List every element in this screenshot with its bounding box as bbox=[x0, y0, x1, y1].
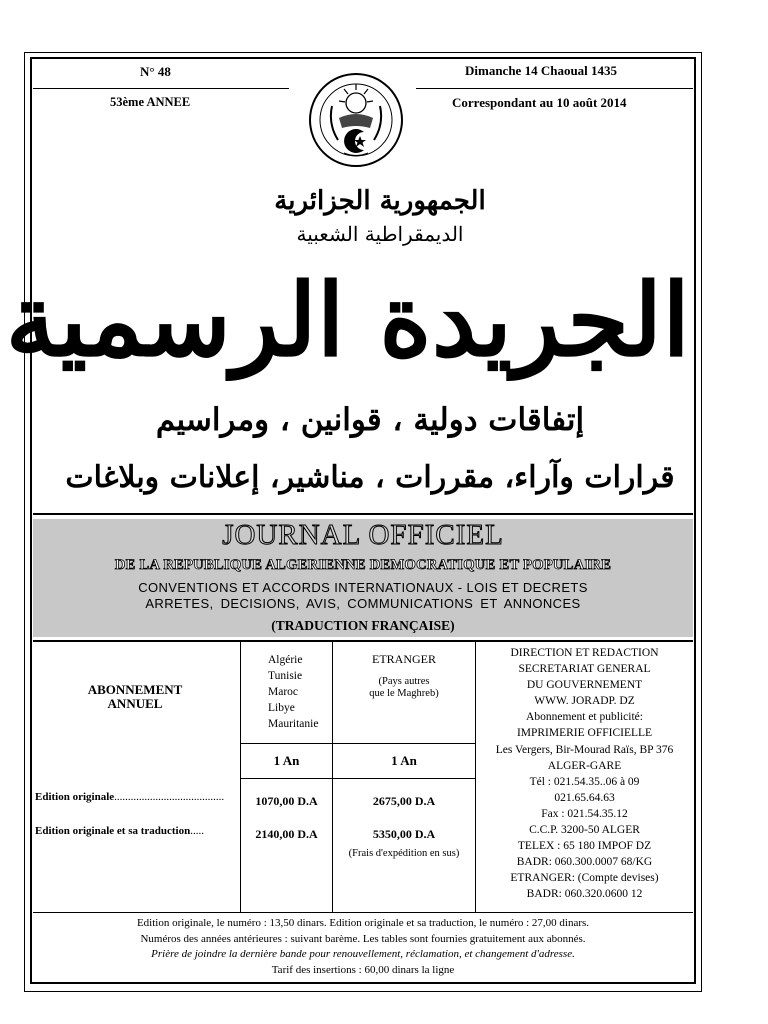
arabic-subtitle-1: إتفاقات دولية ، قوانين ، ومراسيم bbox=[155, 402, 585, 438]
leader-dots: ........................................ bbox=[114, 791, 225, 803]
country-item: Mauritanie bbox=[268, 718, 319, 730]
arabic-journal-title: الجريدة الرسمية bbox=[5, 261, 690, 379]
price-original-local: 1070,00 D.A bbox=[255, 794, 318, 808]
footer-line-1: Edition originale, le numéro : 13,50 dinars. Edition originale et sa traduction, le numéro : 27,00 dinars. bbox=[136, 917, 590, 929]
country-item: Tunisie bbox=[268, 670, 303, 682]
journal-line-2: ARRETES, DECISIONS, AVIS, COMMUNICATIONS ET ANNONCES bbox=[145, 596, 581, 611]
journal-line-1: CONVENTIONS ET ACCORDS INTERNATIONAUX - LOIS ET DECRETS bbox=[138, 580, 588, 595]
national-emblem-seal bbox=[304, 70, 408, 170]
direction-line: C.C.P. 3200-50 ALGER bbox=[529, 824, 640, 837]
footer-line-2: Numéros des années antérieures : suivant barème. Les tables sont fournies gratuitement aux abonnés. bbox=[140, 933, 586, 945]
period-local: 1 An bbox=[273, 753, 300, 768]
footer-line-4: Tarif des insertions : 60,00 dinars la ligne bbox=[271, 964, 455, 976]
translation-label: (TRADUCTION FRANÇAISE) bbox=[271, 618, 455, 633]
direction-line: SECRETARIAT GENERAL bbox=[518, 663, 651, 676]
row-rule-period-bottom bbox=[240, 778, 475, 779]
issue-number: N° 48 bbox=[140, 64, 171, 79]
direction-line: 021.65.64.63 bbox=[554, 791, 615, 804]
direction-block bbox=[476, 645, 693, 903]
header-rule-left bbox=[33, 88, 289, 89]
direction-line: DU GOUVERNEMENT bbox=[526, 679, 643, 692]
direction-line: Tél : 021.54.35..06 à 09 bbox=[529, 775, 640, 788]
direction-line: BADR: 060.320.0600 12 bbox=[526, 888, 643, 901]
foreign-note-1: (Pays autres bbox=[378, 676, 430, 687]
direction-line: ETRANGER: (Compte devises) bbox=[510, 872, 659, 885]
direction-line: DIRECTION ET REDACTION bbox=[510, 647, 659, 659]
direction-line: IMPRIMERIE OFFICIELLE bbox=[516, 727, 653, 740]
country-item: Maroc bbox=[268, 686, 299, 698]
journal-title: JOURNAL OFFICIEL bbox=[222, 519, 504, 551]
row-label-original-text: Edition originale bbox=[35, 791, 115, 803]
direction-line: WWW. JORADP. DZ bbox=[534, 695, 635, 708]
price-translation-local: 2140,00 D.A bbox=[255, 827, 318, 841]
direction-line: BADR: 060.300.0007 68/KG bbox=[516, 856, 653, 869]
countries-list bbox=[268, 652, 318, 732]
shipping-note: (Frais d'expédition en sus) bbox=[348, 848, 460, 859]
journal-subtitle: DE LA REPUBLIQUE ALGERIENNE DEMOCRATIQUE ET POPULAIRE bbox=[114, 557, 612, 573]
direction-line: Les Vergers, Bir-Mourad Raïs, BP 376 bbox=[495, 743, 674, 756]
direction-line: Fax : 021.54.35.12 bbox=[541, 807, 628, 820]
country-item: Libye bbox=[268, 702, 295, 714]
row-label-original bbox=[35, 791, 224, 803]
date-gregorian: Correspondant au 10 août 2014 bbox=[452, 95, 627, 110]
arabic-subtitle-2: قرارات وآراء، مقررات ، مناشير، إعلانات وبلاغات bbox=[65, 460, 675, 495]
row-label-translation-text: Edition originale et sa traduction bbox=[35, 825, 191, 837]
price-original-foreign: 2675,00 D.A bbox=[372, 794, 436, 808]
price-translation-foreign: 5350,00 D.A bbox=[372, 827, 436, 841]
subscription-label-2: ANNUEL bbox=[107, 696, 163, 711]
date-hijri: Dimanche 14 Chaoual 1435 bbox=[465, 63, 618, 78]
arabic-republic-line2: الديمقراطية الشعبية bbox=[296, 222, 464, 246]
subscription-label-1: ABONNEMENT bbox=[87, 682, 183, 697]
direction-line: Abonnement et publicité: bbox=[526, 711, 643, 724]
header-rule-right bbox=[416, 88, 693, 89]
row-label-translation bbox=[35, 825, 204, 837]
period-foreign: 1 An bbox=[391, 753, 417, 768]
year-label: 53ème ANNEE bbox=[110, 95, 191, 109]
table-top-rule bbox=[33, 640, 693, 642]
col-divider-1 bbox=[240, 641, 241, 913]
foreign-note-2: que le Maghreb) bbox=[369, 688, 439, 699]
direction-line: TELEX : 65 180 IMPOF DZ bbox=[517, 840, 652, 853]
foreign-label: ETRANGER bbox=[372, 652, 436, 666]
country-item: Algérie bbox=[268, 654, 303, 666]
row-rule-period-top bbox=[240, 743, 475, 744]
leader-dots: ..... bbox=[190, 825, 204, 837]
table-bottom-rule bbox=[33, 912, 693, 913]
footer-line-3: Prière de joindre la dernière bande pour renouvellement, réclamation, et changement d'adresse. bbox=[151, 948, 575, 960]
arabic-republic-line1: الجمهورية الجزائرية bbox=[274, 186, 486, 216]
band-top-rule bbox=[33, 513, 693, 515]
direction-line: ALGER-GARE bbox=[547, 759, 622, 772]
